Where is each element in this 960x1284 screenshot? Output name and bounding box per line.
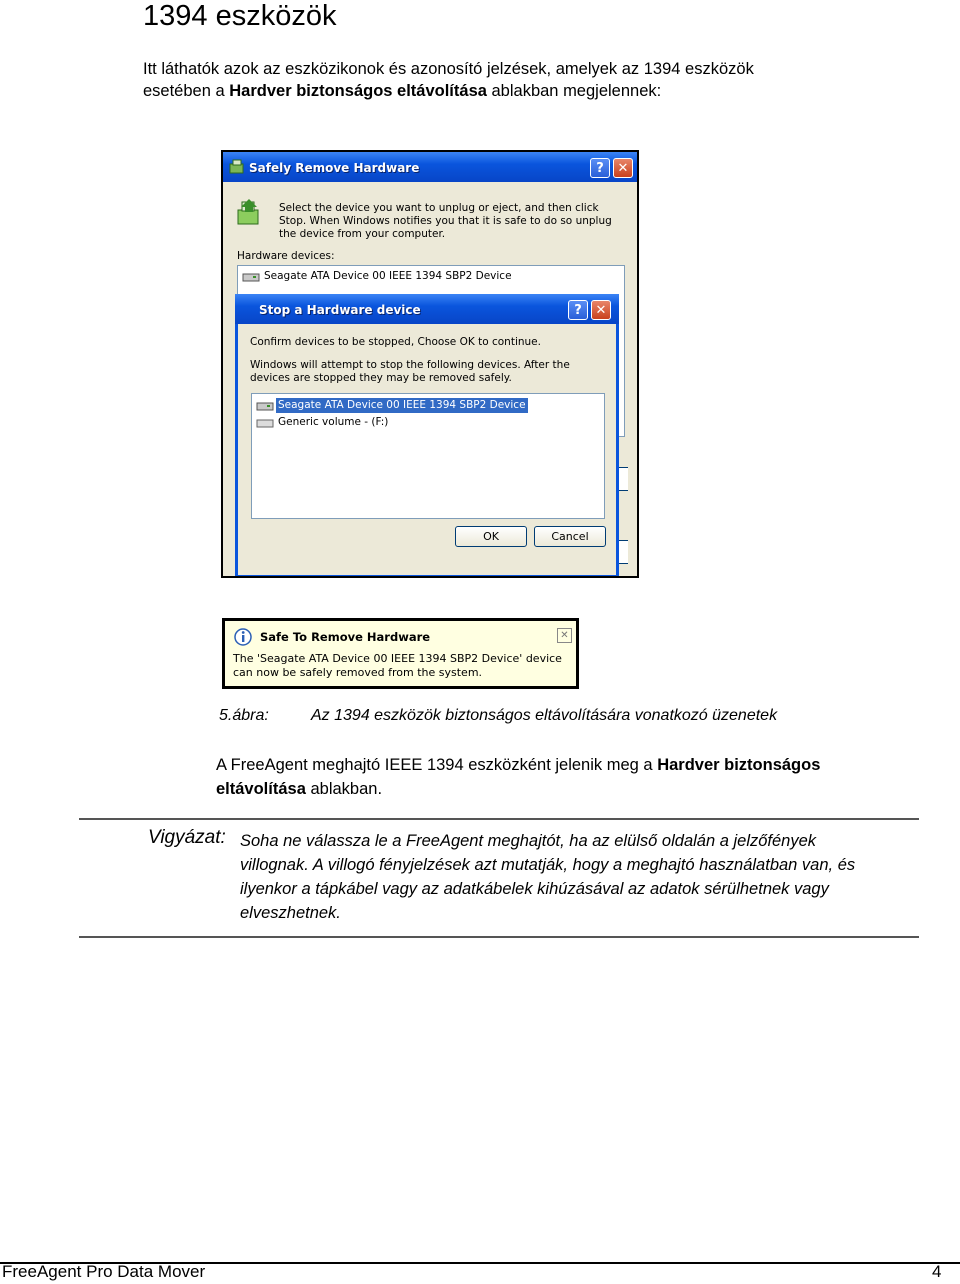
window-title: Safely Remove Hardware <box>249 161 420 175</box>
eject-hardware-icon <box>235 198 265 228</box>
dialog-confirm-text: Confirm devices to be stopped, Choose OK to continue. <box>250 336 541 348</box>
devices-to-stop-list[interactable] <box>251 393 605 519</box>
notification-message: The 'Seagate ATA Device 00 IEEE 1394 SBP2 Device' device can now be safely removed from the system. <box>233 652 562 679</box>
selected-device-name: Seagate ATA Device 00 IEEE 1394 SBP2 Device <box>278 399 526 411</box>
note-top-rule <box>79 818 919 820</box>
drive-icon <box>256 400 274 412</box>
intro-prefix: esetében a <box>143 82 230 100</box>
footer-product-name: FreeAgent Pro Data Mover <box>2 1262 206 1281</box>
dialog-titlebar <box>235 294 619 324</box>
paragraph-bold: Hardver biztonságos eltávolítása <box>216 756 821 798</box>
caution-text: Soha ne válassza le a FreeAgent meghajtót, ha az elülső oldalán a jelzőfények villognak. A villogó fényjelzések azt mutatják, hogy a meghajtó használatban van, és ilyenkor a tápkábel vagy az adatkábelek kihúzásával az adatok sérülhetnek vagy elveszhetnek. <box>240 832 856 922</box>
intro-bold: Hardver biztonságos eltávolítása <box>229 82 487 100</box>
window-titlebar <box>223 152 637 182</box>
figure-caption-text: Az 1394 eszközök biztonságos eltávolítására vonatkozó üzenetek <box>311 707 778 724</box>
note-bottom-rule <box>79 936 919 938</box>
dialog-close-button[interactable]: ✕ <box>591 300 611 320</box>
hardware-icon <box>229 159 245 175</box>
intro-text <box>143 58 903 102</box>
intro-suffix: ablakban megjelennek: <box>486 82 662 100</box>
device-name: Generic volume - (F:) <box>278 416 389 428</box>
dialog-warning-text: Windows will attempt to stop the following devices. After the devices are stopped they may be removed safely. <box>250 359 570 384</box>
help-button[interactable]: ? <box>590 158 610 178</box>
info-icon <box>234 628 252 646</box>
intro-line2 <box>143 80 903 102</box>
paragraph-suffix: ablakban. <box>305 780 383 798</box>
screenshot-safe-to-remove-notification <box>222 618 579 689</box>
drive-icon <box>242 271 260 283</box>
page-number: 4 <box>932 1262 942 1281</box>
page-title: 1394 eszközök <box>143 0 337 32</box>
volume-icon <box>256 417 274 429</box>
device-name: Seagate ATA Device 00 IEEE 1394 SBP2 Device <box>264 270 512 282</box>
paragraph-prefix: A FreeAgent meghajtó IEEE 1394 eszközként jelenik meg a <box>216 756 658 774</box>
window-instruction: Select the device you want to unplug or eject, and then click Stop. When Windows notifies you that it is safe to do so unplug the device from your computer. <box>279 202 612 240</box>
dialog-help-button[interactable]: ? <box>568 300 588 320</box>
screenshot-safely-remove-hardware <box>221 150 639 578</box>
caution-label: Vigyázat: <box>148 827 226 848</box>
dialog-title: Stop a Hardware device <box>259 303 421 317</box>
stop-device-dialog <box>235 294 619 578</box>
hardware-devices-label: Hardware devices: <box>237 250 335 262</box>
notification-close-button[interactable]: ✕ <box>557 628 572 643</box>
intro-line1: Itt láthatók azok az eszközikonok és azonosító jelzések, amelyek az 1394 eszközök <box>143 60 754 78</box>
ok-button[interactable]: OK <box>455 526 527 547</box>
cancel-button[interactable]: Cancel <box>534 526 606 547</box>
notification-title: Safe To Remove Hardware <box>260 630 431 644</box>
figure-caption-label: 5.ábra: <box>219 707 269 724</box>
body-paragraph <box>216 753 856 801</box>
close-button[interactable]: ✕ <box>613 158 633 178</box>
